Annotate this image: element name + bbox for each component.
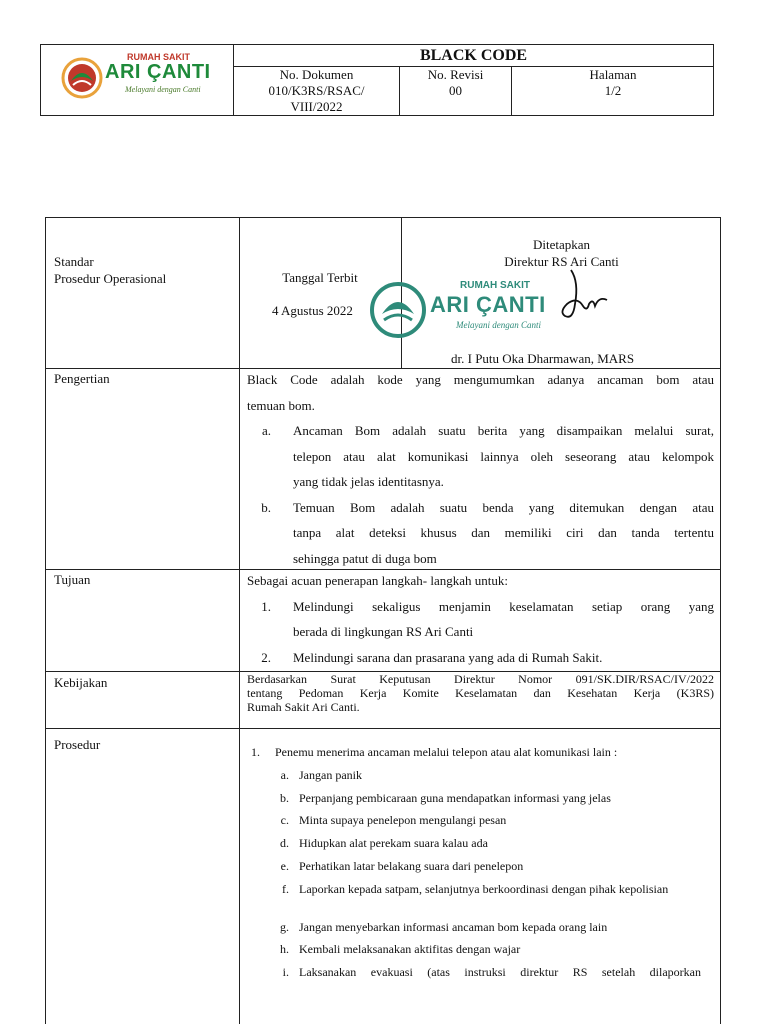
logo-name: ARI ÇANTI xyxy=(105,61,211,83)
substep-marker: g. xyxy=(280,920,289,934)
substep-marker: d. xyxy=(280,836,289,850)
page-value: 1/2 xyxy=(604,83,622,98)
doc-number-value: 010/K3RS/RSAC/ xyxy=(268,83,365,98)
list-marker: b. xyxy=(261,499,271,515)
substep-text: Perhatikan latar belakang suara dari penelepon xyxy=(299,859,524,873)
substep-marker: e. xyxy=(280,859,289,873)
substep-text: Laksanakan evakuasi (atas instruksi direktur RS setelah dilaporkan xyxy=(299,965,701,979)
sop-table xyxy=(45,217,721,1024)
substep-text: Laporkan kepada satpam, selanjutnya berkoordinasi dengan pihak kepolisian xyxy=(299,882,669,896)
substep-marker: i. xyxy=(282,965,289,979)
stamp-emblem-icon xyxy=(368,280,428,340)
section-label: Tujuan xyxy=(54,572,91,587)
procedure-step xyxy=(251,745,617,760)
section-label: Kebijakan xyxy=(54,675,108,690)
list-item-line: Ancaman Bom adalah suatu berita yang disampaikan melalui surat, xyxy=(293,423,714,438)
issue-date-label: Tanggal Terbit xyxy=(282,270,358,285)
doc-number-cell xyxy=(234,67,399,115)
sop-standard-label xyxy=(54,253,166,287)
issue-date: 4 Agustus 2022 xyxy=(272,303,353,318)
list-item xyxy=(247,645,714,671)
list-marker: 1. xyxy=(261,598,271,614)
procedure-substep xyxy=(243,768,701,782)
page-label: Halaman xyxy=(589,67,637,82)
hospital-logo xyxy=(59,49,219,109)
revision-label: No. Revisi xyxy=(427,67,484,82)
list-marker: a. xyxy=(261,423,271,438)
substep-marker: f. xyxy=(282,882,289,896)
substep-text: Perpanjang pembicaraan guna mendapatkan informasi yang jelas xyxy=(299,791,611,805)
list-marker: 2. xyxy=(261,649,271,665)
approved-label: Ditetapkan xyxy=(532,237,591,252)
substep-marker: h. xyxy=(280,942,289,956)
paragraph-line: Berdasarkan Surat Keputusan Direktur Nomor 091/SK.DIR/RSAC/IV/2022 xyxy=(247,672,714,686)
substep-text: Jangan panik xyxy=(299,768,362,782)
substep-text: Kembali melaksanakan aktifitas dengan wajar xyxy=(299,942,521,956)
procedure-substep xyxy=(243,836,701,850)
logo-emblem-icon xyxy=(61,57,103,99)
stamp-name: ARI ÇANTI xyxy=(430,292,546,317)
step-text: Penemu menerima ancaman melalui telepon atau alat komunikasi lain : xyxy=(275,745,618,759)
paragraph-line: Sebagai acuan penerapan langkah- langkah untuk: xyxy=(247,573,508,588)
substep-text: Jangan menyebarkan informasi ancaman bom kepada orang lain xyxy=(299,920,608,934)
doc-number-value-cont: VIII/2022 xyxy=(290,99,343,114)
stamp-tagline: Melayani dengan Canti xyxy=(456,320,541,330)
page-cell xyxy=(512,67,714,99)
section-label: Prosedur xyxy=(54,737,101,752)
paragraph-line: tentang Pedoman Kerja Komite Keselamatan dan Kesehatan Kerja (K3RS) xyxy=(247,686,714,700)
list-item xyxy=(247,495,714,572)
pengertian-content xyxy=(247,367,714,571)
logo-top-text: RUMAH SAKIT xyxy=(127,52,190,62)
director-name: dr. I Putu Oka Dharmawan, MARS xyxy=(451,351,635,366)
list-item-line: Melindungi sekaligus menjamin keselamatan setiap orang yang xyxy=(293,598,714,614)
list-item-line: sehingga patut di duga bom xyxy=(293,550,437,566)
document-title: BLACK CODE xyxy=(419,47,528,64)
list-item-line: berada di lingkungan RS Ari Canti xyxy=(293,624,474,639)
procedure-substep xyxy=(243,942,701,956)
approval-block xyxy=(401,236,722,270)
doc-number-label: No. Dokumen xyxy=(279,67,354,82)
procedure-substep xyxy=(243,882,701,896)
list-item xyxy=(247,418,714,495)
revision-value: 00 xyxy=(449,83,462,98)
substep-marker: b. xyxy=(280,791,289,805)
paragraph-line: Black Code adalah kode yang mengumumkan adanya ancaman bom atau xyxy=(247,372,714,387)
stamp-top-text: RUMAH SAKIT xyxy=(460,280,530,291)
list-item xyxy=(247,594,714,645)
substep-marker: a. xyxy=(280,768,289,782)
list-item-line: Temuan Bom adalah suatu benda yang ditemukan dengan atau xyxy=(293,499,714,515)
procedure-substep xyxy=(243,791,701,805)
kebijakan-content xyxy=(247,672,714,714)
standard-line: Standar xyxy=(54,254,94,269)
approved-by-title: Direktur RS Ari Canti xyxy=(504,254,619,269)
list-item-line: telepon atau alat komunikasi lainnya oleh seseorang atau kelompok xyxy=(293,448,714,464)
standard-line: Prosedur Operasional xyxy=(54,271,167,286)
document-header xyxy=(40,44,714,116)
section-label: Pengertian xyxy=(54,371,110,386)
list-item-line: yang tidak jelas identitasnya. xyxy=(293,474,444,489)
list-item-line: Melindungi sarana dan prasarana yang ada di Rumah Sakit. xyxy=(293,649,603,665)
revision-cell xyxy=(400,67,511,99)
procedure-substep xyxy=(243,859,701,873)
tujuan-content xyxy=(247,568,714,670)
hospital-stamp xyxy=(368,278,558,344)
paragraph-line: Rumah Sakit Ari Canti. xyxy=(247,700,360,714)
paragraph-line: temuan bom. xyxy=(247,397,315,413)
list-item-line: tanpa alat deteksi khusus dan memiliki ciri dan tanda tertentu xyxy=(293,525,714,540)
procedure-substep xyxy=(243,965,701,979)
signature-icon xyxy=(553,266,613,332)
step-marker: 1. xyxy=(251,745,260,759)
substep-text: Hidupkan alat perekam suara kalau ada xyxy=(299,836,488,850)
substep-marker: c. xyxy=(280,813,289,827)
procedure-substep xyxy=(243,920,701,934)
divider xyxy=(239,218,240,1024)
procedure-substep xyxy=(243,813,701,827)
logo-tagline: Melayani dengan Canti xyxy=(125,85,201,94)
substep-text: Minta supaya penelepon mengulangi pesan xyxy=(299,813,507,827)
divider xyxy=(46,728,720,729)
